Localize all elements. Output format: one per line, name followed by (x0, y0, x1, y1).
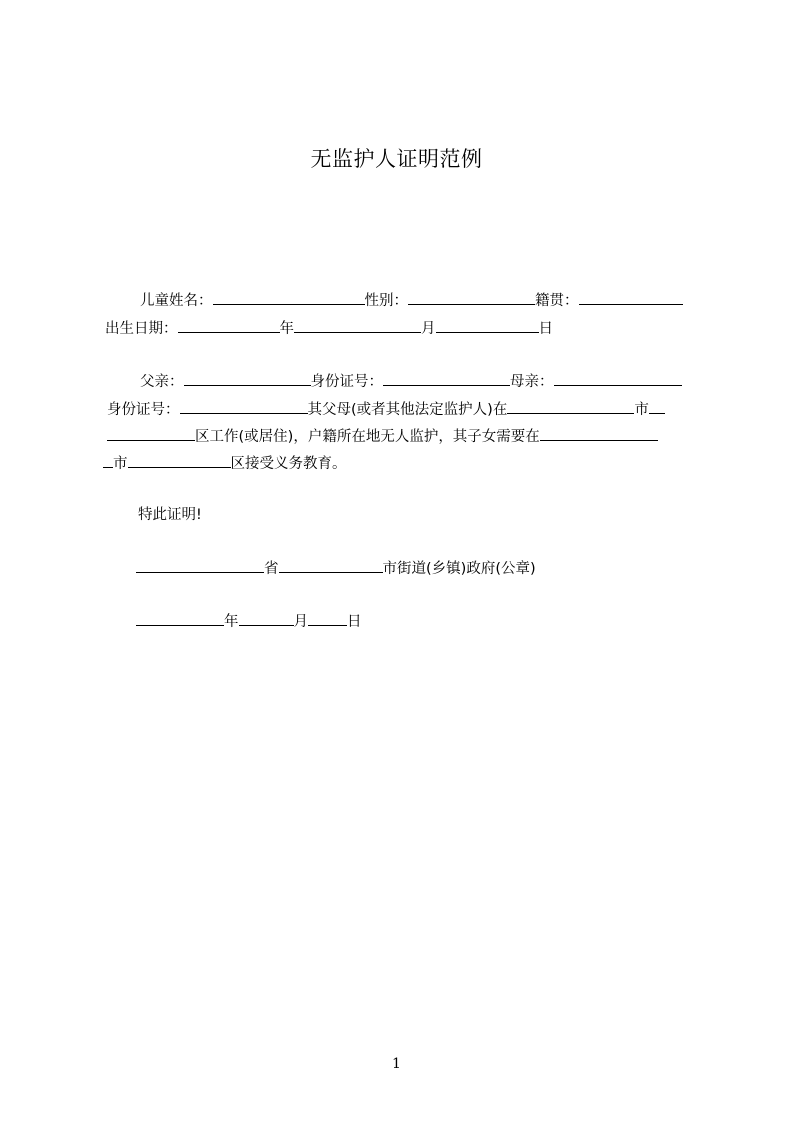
work-city-blank[interactable] (507, 399, 634, 414)
issuer-line (136, 558, 536, 579)
education-line (103, 453, 347, 474)
district-line (107, 426, 658, 447)
work-city-blank-tail[interactable] (649, 399, 665, 414)
mother-label: 母亲： (510, 374, 554, 390)
father-id-blank[interactable] (383, 371, 510, 386)
birth-day-blank[interactable] (436, 318, 539, 333)
child-info-line (140, 290, 683, 311)
edu-city-label: 市 (113, 456, 128, 472)
birth-date-line (105, 318, 553, 339)
issuer-text: 市街道(乡镇)政府(公章) (382, 561, 536, 577)
mother-id-label: 身份证号： (107, 402, 180, 418)
edu-city-blank-tail[interactable] (103, 453, 113, 468)
native-place-label: 籍贯： (535, 293, 579, 309)
province-blank[interactable] (136, 558, 264, 573)
issuer-city-blank[interactable] (279, 558, 383, 573)
work-city-label: 市 (634, 402, 649, 418)
mother-blank[interactable] (554, 371, 682, 386)
birth-month-blank[interactable] (294, 318, 421, 333)
father-id-label: 身份证号： (310, 374, 383, 390)
birth-month-label: 月 (421, 321, 436, 337)
child-name-label: 儿童姓名： (140, 293, 213, 309)
sign-month-label: 月 (293, 614, 308, 630)
sign-year-label: 年 (224, 614, 239, 630)
mother-id-blank[interactable] (180, 399, 308, 414)
parents-line (140, 371, 682, 392)
work-district-blank[interactable] (107, 426, 195, 441)
sign-day-blank[interactable] (308, 611, 347, 626)
sign-day-label: 日 (347, 614, 362, 630)
birth-year-label: 年 (279, 321, 294, 337)
father-label: 父亲： (140, 374, 184, 390)
page-title: 无监护人证明范例 (310, 147, 483, 171)
native-place-blank[interactable] (579, 290, 683, 305)
edu-district-text: 区接受义务教育。 (230, 456, 347, 472)
province-label: 省 (264, 561, 279, 577)
mother-id-line (107, 399, 665, 420)
sign-month-blank[interactable] (239, 611, 294, 626)
gender-blank[interactable] (408, 290, 535, 305)
gender-label: 性别： (364, 293, 408, 309)
edu-city-blank[interactable] (540, 426, 658, 441)
district-text: 区工作(或居住)，户籍所在地无人监护，其子女需要在 (195, 429, 540, 445)
birth-date-label: 出生日期： (105, 321, 178, 337)
child-name-blank[interactable] (213, 290, 365, 305)
sign-year-blank[interactable] (136, 611, 224, 626)
parents-text: 其父母(或者其他法定监护人)在 (307, 402, 508, 418)
father-blank[interactable] (184, 371, 311, 386)
sign-date-line (136, 611, 362, 632)
edu-district-blank[interactable] (128, 453, 231, 468)
closing-text: 特此证明! (138, 507, 202, 523)
birth-year-blank[interactable] (178, 318, 280, 333)
birth-day-label: 日 (538, 321, 553, 337)
page-number: 1 (392, 1056, 401, 1072)
